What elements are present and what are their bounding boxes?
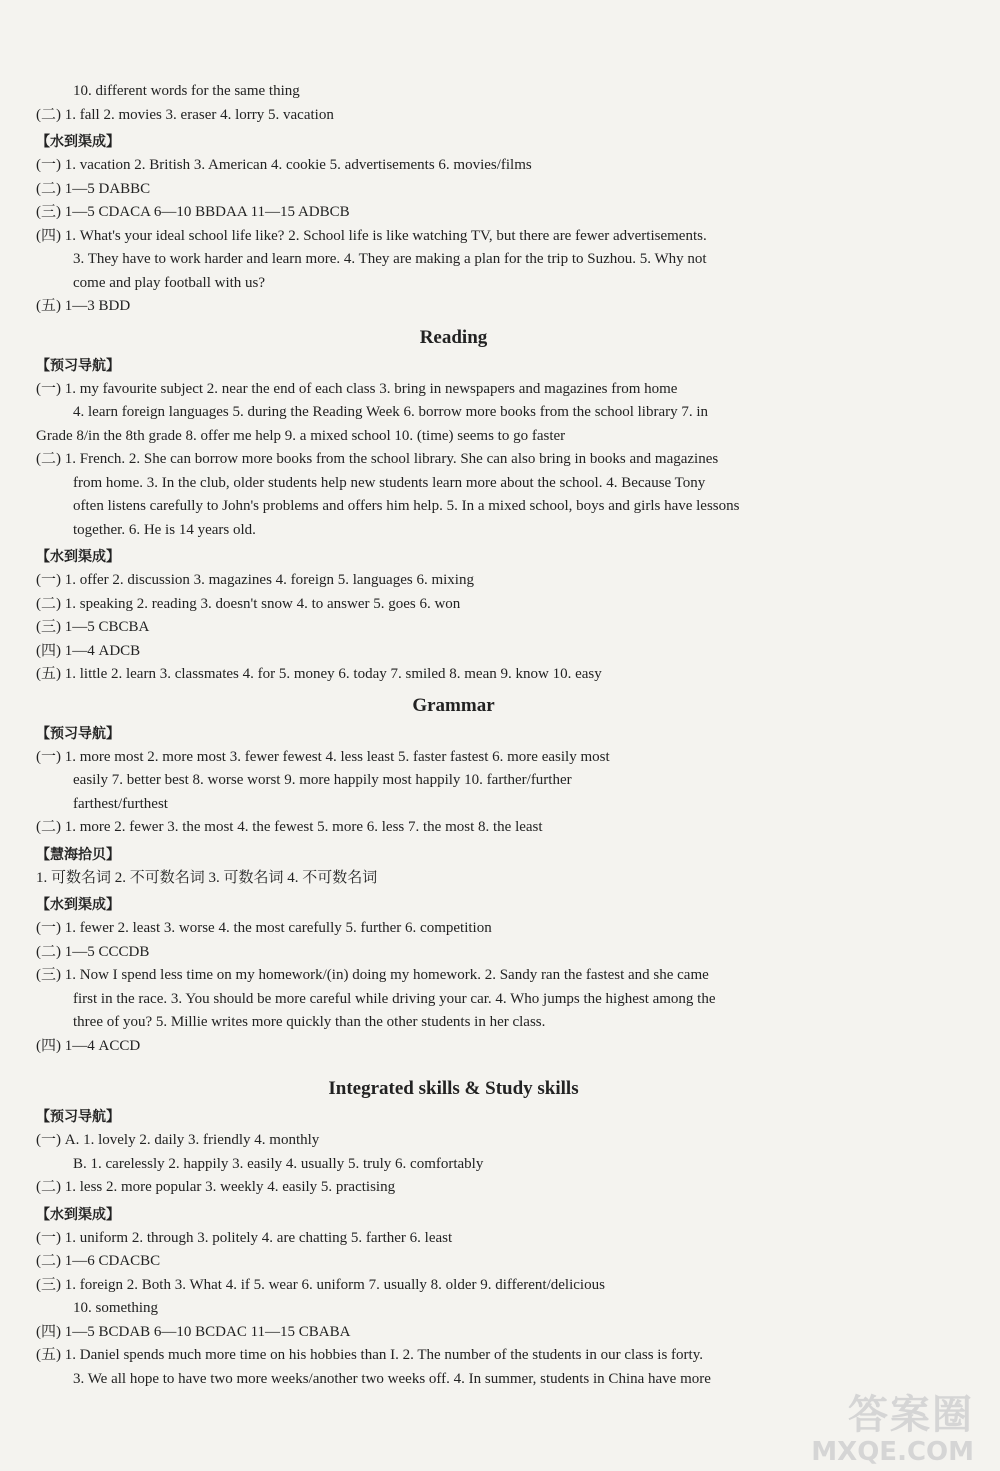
answer-line: 4. learn foreign languages 5. during the Reading Week 6. borrow more books from the school library 7. in (73, 404, 709, 420)
subsection-header: 【预习导航】 (36, 1109, 120, 1125)
answer-line: (五) 1. Daniel spends much more time on his hobbies than I. 2. The number of the students in our class is forty. (36, 1347, 703, 1363)
answer-line: 1. 可数名词 2. 不可数名词 3. 可数名词 4. 不可数名词 (36, 869, 378, 886)
answer-line: often listens carefully to John's problems and offers him help. 5. In a mixed school, boys and girls have lessons (73, 498, 740, 514)
answer-line: (二) 1. fall 2. movies 3. eraser 4. lorry 5. vacation (36, 106, 334, 123)
answer-line: (三) 1—5 CDACA 6—10 BBDAA 11—15 ADBCB (36, 204, 350, 220)
answer-content (36, 80, 871, 1391)
answer-line: (四) 1—4 ACCD (36, 1037, 141, 1054)
answer-line: (四) 1. What's your ideal school life like? 2. School life is like watching TV, but there are fewer advertisements. (36, 227, 707, 244)
section-title: Grammar (412, 694, 495, 716)
subsection-header: 【预习导航】 (36, 725, 120, 742)
watermark-url-text: MXQE.COM (811, 1437, 974, 1467)
answer-line: 10. different words for the same thing (73, 83, 300, 99)
section-title: Integrated skills & Study skills (328, 1078, 579, 1099)
watermark-logo (811, 1393, 974, 1467)
answer-line: 10. something (73, 1300, 158, 1316)
answer-line: (五) 1—3 BDD (36, 298, 131, 314)
answer-line: Grade 8/in the 8th grade 8. offer me help 9. a mixed school 10. (time) seems to go faster (36, 427, 566, 444)
answer-line: (二) 1—5 DABBC (36, 180, 151, 197)
answer-line: (二) 1. speaking 2. reading 3. doesn't snow 4. to answer 5. goes 6. won (36, 595, 461, 612)
subsection-header: 【慧海拾贝】 (36, 846, 120, 863)
answer-line: come and play football with us? (73, 274, 266, 291)
answer-line: (二) 1. less 2. more popular 3. weekly 4. easily 5. practising (36, 1179, 396, 1195)
answer-line: 3. They have to work harder and learn more. 4. They are making a plan for the trip to Suzhou. 5. Why not (73, 251, 707, 267)
answer-line: (一) 1. offer 2. discussion 3. magazines 4. foreign 5. languages 6. mixing (36, 572, 474, 588)
answer-line: (五) 1. little 2. learn 3. classmates 4. for 5. money 6. today 7. smiled 8. mean 9. know 10. easy (36, 666, 602, 682)
answer-line: B. 1. carelessly 2. happily 3. easily 4. usually 5. truly 6. comfortably (73, 1155, 484, 1172)
subsection-header: 【水到渠成】 (36, 134, 120, 150)
answer-line: three of you? 5. Millie writes more quickly than the other students in her class. (73, 1014, 546, 1030)
answer-line: (一) 1. vacation 2. British 3. American 4. cookie 5. advertisements 6. movies/films (36, 157, 532, 173)
section-title: Reading (419, 326, 488, 348)
subsection-header: 【预习导航】 (36, 357, 120, 374)
answer-line: (二) 1—6 CDACBC (36, 1253, 161, 1269)
subsection-header: 【水到渠成】 (36, 897, 120, 913)
answer-line: from home. 3. In the club, older students help new students learn more about the school. 4. Because Tony (73, 474, 706, 491)
answer-line: (四) 1—4 ADCB (36, 642, 141, 659)
answer-line: (三) 1. Now I spend less time on my homework/(in) doing my homework. 2. Sandy ran the fastest and she came (36, 967, 709, 983)
answer-line: (二) 1—5 CCCDB (36, 943, 150, 960)
answer-line: (一) 1. more most 2. more most 3. fewer fewest 4. less least 5. faster fastest 6. more easily most (36, 748, 610, 765)
answer-line: (三) 1—5 CBCBA (36, 619, 150, 635)
answer-line: (一) 1. my favourite subject 2. near the end of each class 3. bring in newspapers and magazines from home (36, 380, 678, 397)
answer-line: (二) 1. French. 2. She can borrow more books from the school library. She can also bring in books and magazines (36, 451, 719, 467)
answer-line: (二) 1. more 2. fewer 3. the most 4. the fewest 5. more 6. less 7. the most 8. the least (36, 819, 543, 835)
subsection-header: 【水到渠成】 (36, 1206, 120, 1223)
answer-line: (三) 1. foreign 2. Both 3. What 4. if 5. wear 6. uniform 7. usually 8. older 9. different/delicious (36, 1276, 605, 1293)
answer-line: farthest/furthest (73, 795, 168, 812)
watermark-logo-text: 答案圈 (848, 1392, 974, 1438)
answer-line: (一) A. 1. lovely 2. daily 3. friendly 4. monthly (36, 1132, 320, 1148)
answer-line: (四) 1—5 BCDAB 6—10 BCDAC 11—15 CBABA (36, 1323, 351, 1340)
answer-line: easily 7. better best 8. worse worst 9. more happily most happily 10. farther/further (73, 772, 572, 788)
answer-line: first in the race. 3. You should be more careful while driving your car. 4. Who jumps the highest among the (73, 990, 716, 1007)
answer-line: together. 6. He is 14 years old. (73, 521, 256, 538)
answer-line: (一) 1. uniform 2. through 3. politely 4. are chatting 5. farther 6. least (36, 1229, 453, 1246)
answer-line: 3. We all hope to have two more weeks/another two weeks off. 4. In summer, students in China have more (73, 1370, 711, 1387)
subsection-header: 【水到渠成】 (36, 549, 120, 565)
answer-line: (一) 1. fewer 2. least 3. worse 4. the most carefully 5. further 6. competition (36, 920, 492, 936)
